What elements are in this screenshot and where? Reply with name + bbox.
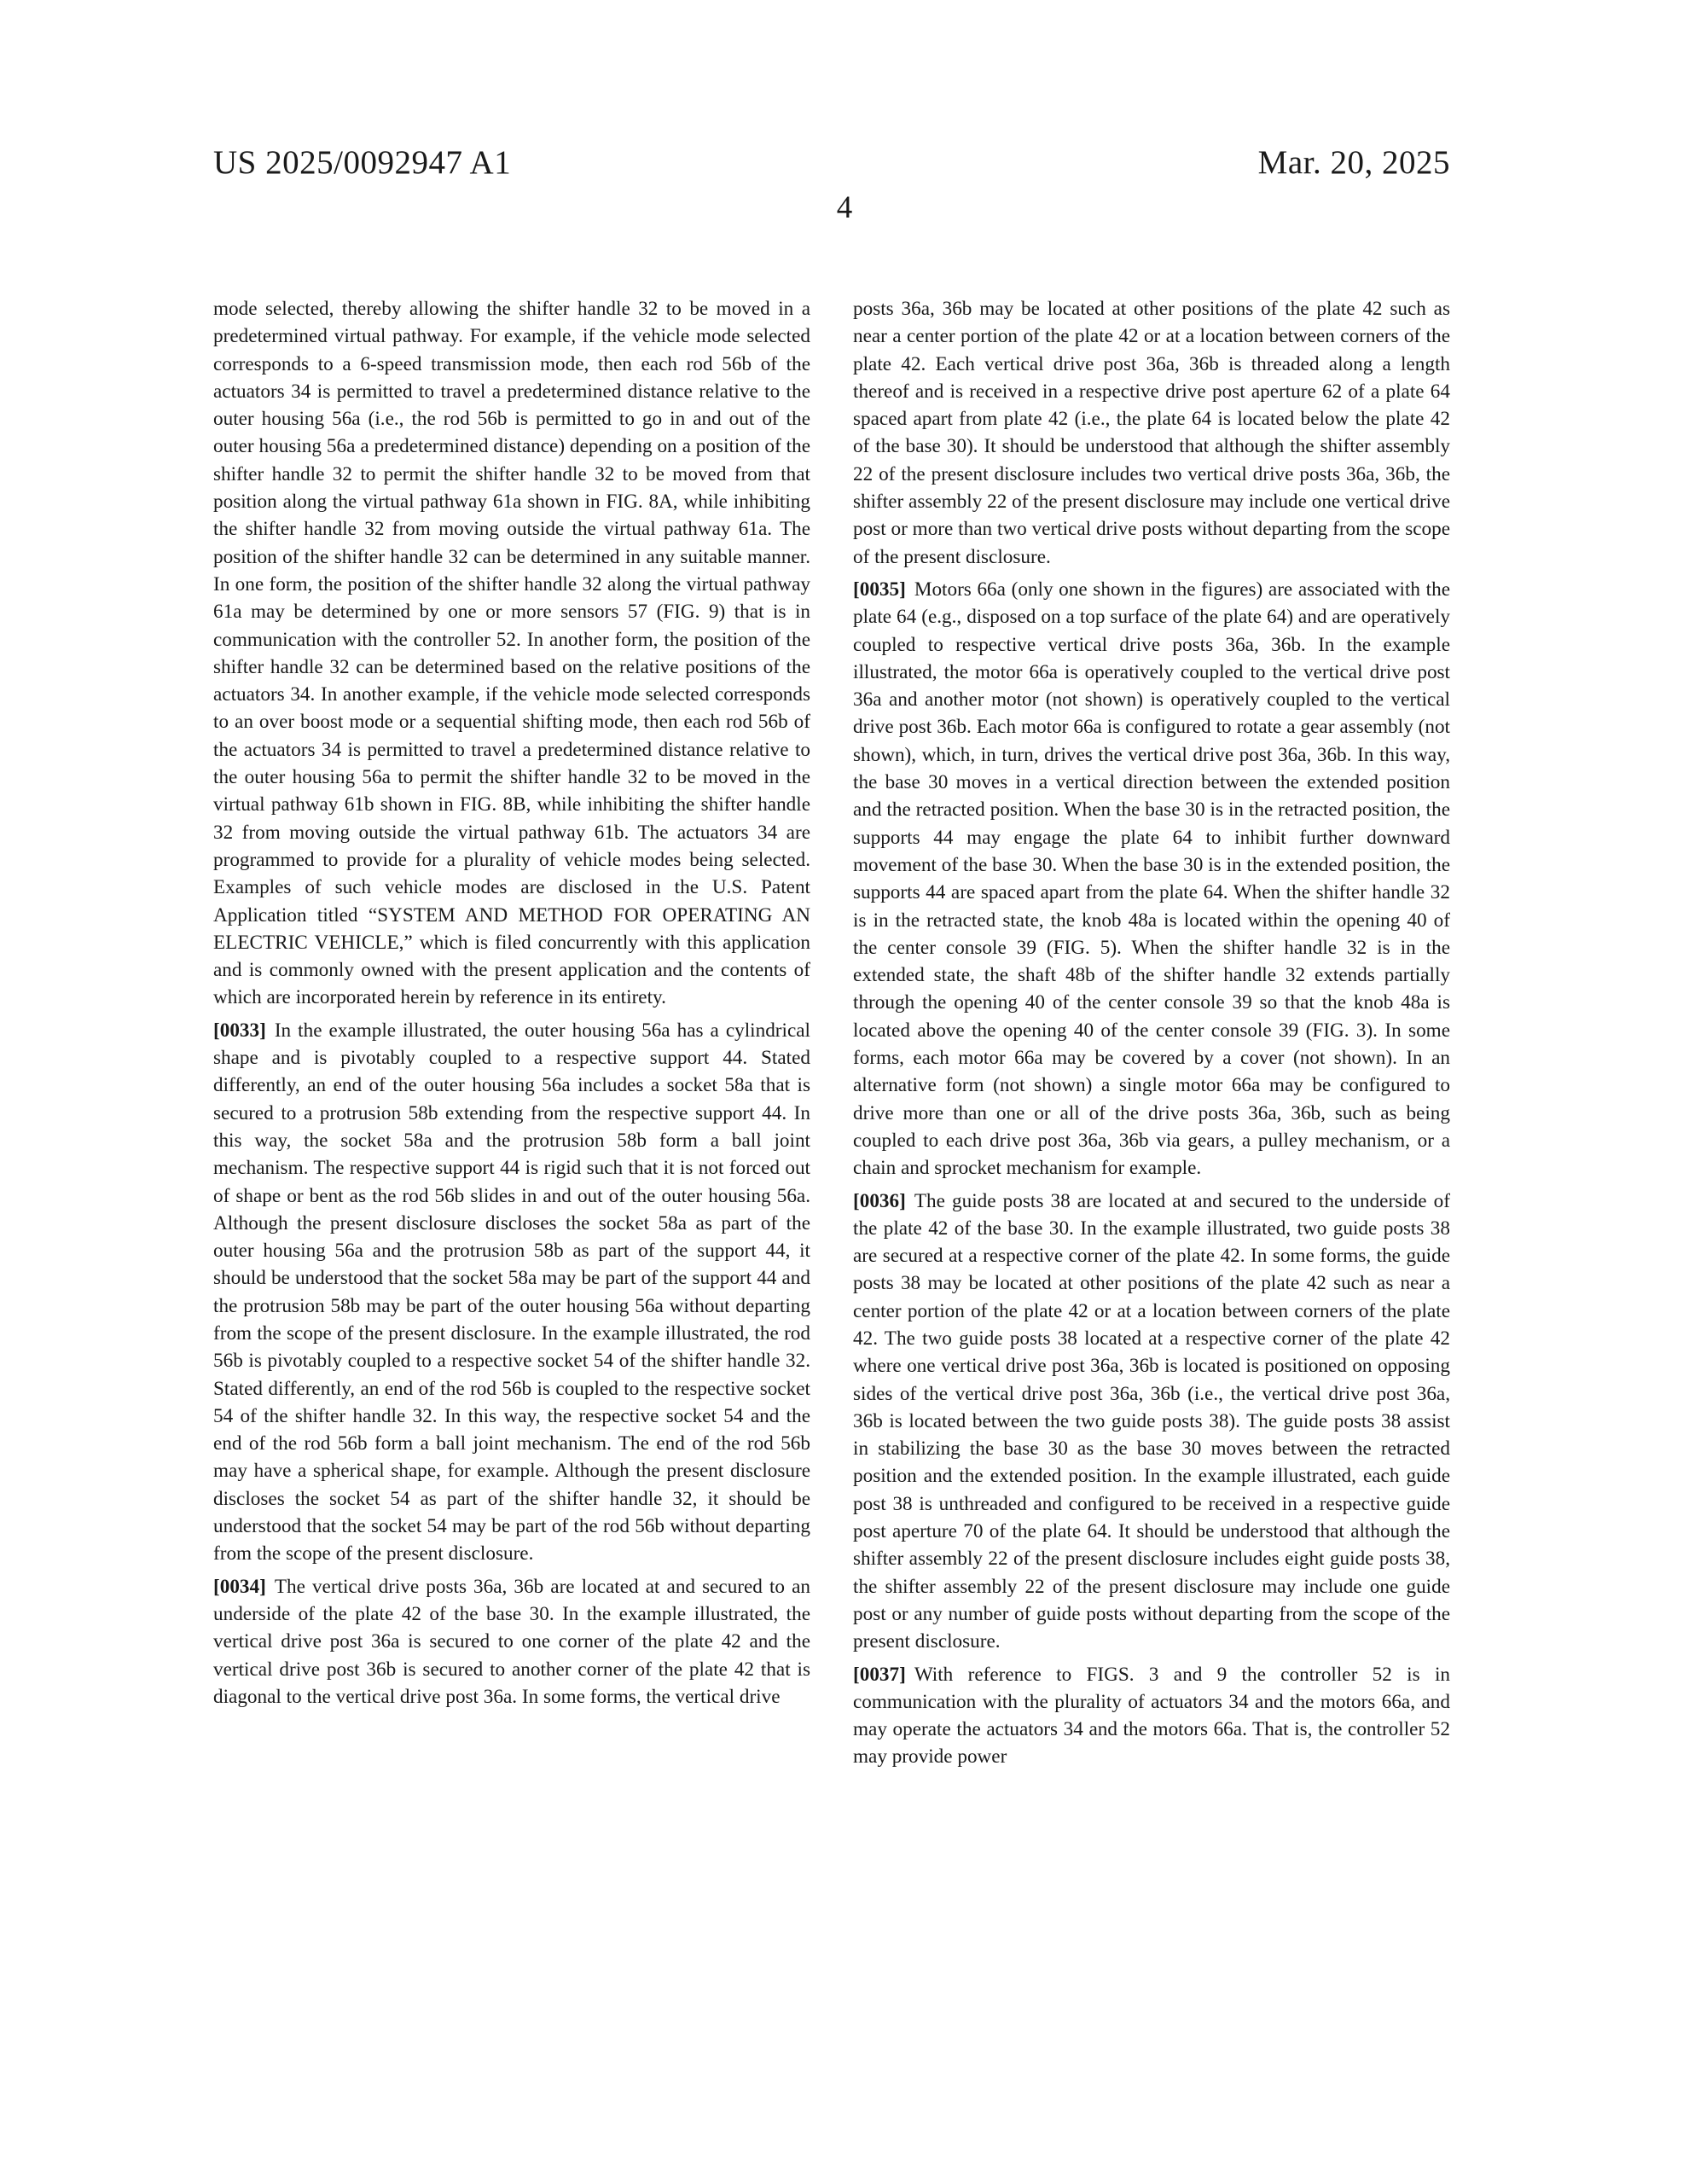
paragraph-number: [0035] xyxy=(853,578,906,601)
paragraph-0037 xyxy=(853,1661,1450,1771)
paragraph-text: The vertical drive posts 36a, 36b are located at and secured to an underside of the plate 42 of the base 30. In the example illustrated, the vertical drive post 36a is secured to one corner of the plate 42 and the vertical drive post 36b is secured to another corner of the plate 42 that is diagonal to the vertical drive post 36a. In some forms, the vertical drive xyxy=(213,1575,810,1708)
paragraph-text: posts 36a, 36b may be located at other positions of the plate 42 such as near a center portion of the plate 42 or at a location between corners of the plate 42. Each vertical drive post 36a, 36b is threaded along a length thereof and is received in a respective drive post aperture 62 of a plate 64 spaced apart from plate 42 (i.e., the plate 64 is located below the plate 42 of the base 30). It should be understood that although the shifter assembly 22 of the present disclosure includes two vertical drive posts 36a, 36b, the shifter assembly 22 of the present disclosure may include one vertical drive post or more than two vertical drive posts without departing from the scope of the present disclosure. xyxy=(853,298,1450,568)
paragraph-0034 xyxy=(213,1573,810,1711)
paragraph-continued xyxy=(853,295,1450,571)
paragraph-number: [0034] xyxy=(213,1575,266,1598)
paragraph-number: [0036] xyxy=(853,1189,906,1212)
publication-date: Mar. 20, 2025 xyxy=(1257,144,1450,181)
paragraph-continued xyxy=(213,295,810,1012)
paragraph-number: [0037] xyxy=(853,1663,906,1686)
paragraph-0036 xyxy=(853,1188,1450,1656)
paragraph-0033 xyxy=(213,1017,810,1568)
paragraph-number: [0033] xyxy=(213,1019,266,1042)
paragraph-text: With reference to FIGS. 3 and 9 the controller 52 is in communication with the plurality of actuators 34 and the motors 66a, and may operate the actuators 34 and the motors 66a. That is, the controller 52 may provide power xyxy=(853,1663,1450,1769)
publication-number: US 2025/0092947 A1 xyxy=(213,144,512,181)
paragraph-text: Motors 66a (only one shown in the figures) are associated with the plate 64 (e.g., disposed on a top surface of the plate 64) and are operatively coupled to respective vertical drive posts 36a, 36b. In the example illustrated, the motor 66a is operatively coupled to the vertical drive post 36a and another motor (not shown) is operatively coupled to the vertical drive post 36b. Each motor 66a is configured to rotate a gear assembly (not shown), which, in turn, drives the vertical drive post 36a, 36b. In this way, the base 30 moves in a vertical direction between the extended position and the retracted position. When the base 30 is in the retracted position, the supports 44 may engage the plate 64 to inhibit further downward movement of the base 30. When the base 30 is in the extended position, the supports 44 are spaced apart from the plate 64. When the shifter handle 32 is in the retracted state, the knob 48a is located within the opening 40 of the center console 39 (FIG. 5). When the shifter handle 32 is in the extended state, the shaft 48b of the shifter handle 32 extends partially through the opening 40 of the center console 39 so that the knob 48a is located above the opening 40 of the center console 39 (FIG. 3). In some forms, each motor 66a may be covered by a cover (not shown). In an alternative form (not shown) a single motor 66a may be configured to drive more than one or all of the drive posts 36a, 36b, such as being coupled to each drive post 36a, 36b via gears, a pulley mechanism, or a chain and sprocket mechanism for example. xyxy=(853,578,1450,1180)
paragraph-0035 xyxy=(853,576,1450,1182)
paragraph-text: The guide posts 38 are located at and secured to the underside of the plate 42 of the base 30. In the example illustrated, two guide posts 38 are secured at a respective corner of the plate 42. In some forms, the guide posts 38 may be located at other positions of the plate 42 such as near a center portion of the plate 42 or at a location between corners of the plate 42. The two guide posts 38 located at a respective corner of the plate 42 where one vertical drive post 36a, 36b is located is positioned on opposing sides of the vertical drive post 36a, 36b (i.e., the vertical drive post 36a, 36b is located between the two guide posts 38). The guide posts 38 assist in stabilizing the base 30 as the base 30 moves between the retracted position and the extended position. In the example illustrated, each guide post 38 is unthreaded and configured to be received in a respective guide post aperture 70 of the plate 64. It should be understood that although the shifter assembly 22 of the present disclosure includes eight guide posts 38, the shifter assembly 22 of the present disclosure may include one guide post or any number of guide posts without departing from the scope of the present disclosure. xyxy=(853,1189,1450,1653)
paragraph-text: In the example illustrated, the outer housing 56a has a cylindrical shape and is pivotably coupled to a respective support 44. Stated differently, an end of the outer housing 56a includes a socket 58a that is secured to a protrusion 58b extending from the respective support 44. In this way, the socket 58a and the protrusion 58b form a ball joint mechanism. The respective support 44 is rigid such that it is not forced out of shape or bent as the rod 56b slides in and out of the outer housing 56a. Although the present disclosure discloses the socket 58a as part of the outer housing 56a and the protrusion 58b as part of the support 44, it should be understood that the socket 58a may be part of the support 44 and the protrusion 58b may be part of the outer housing 56a without departing from the scope of the present disclosure. In the example illustrated, the rod 56b is pivotably coupled to a respective socket 54 of the shifter handle 32. Stated differently, an end of the rod 56b is coupled to the respective socket 54 of the shifter handle 32. In this way, the respective socket 54 and the end of the rod 56b form a ball joint mechanism. The end of the rod 56b may have a spherical shape, for example. Although the present disclosure discloses the socket 54 as part of the shifter handle 32, it should be understood that the socket 54 may be part of the rod 56b without departing from the scope of the present disclosure. xyxy=(213,1019,810,1565)
left-column xyxy=(213,295,810,1716)
page-number: 4 xyxy=(836,190,853,225)
paragraph-text: mode selected, thereby allowing the shifter handle 32 to be moved in a predetermined virtual pathway. For example, if the vehicle mode selected corresponds to a 6-speed transmission mode, then each rod 56b of the actuators 34 is permitted to travel a predetermined distance relative to the outer housing 56a (i.e., the rod 56b is permitted to go in and out of the outer housing 56a a predetermined distance) depending on a position of the shifter handle 32 to permit the shifter handle 32 to be moved from that position along the virtual pathway 61a shown in FIG. 8A, while inhibiting the shifter handle 32 from moving outside the virtual pathway 61a. The position of the shifter handle 32 can be determined in any suitable manner. In one form, the position of the shifter handle 32 along the virtual pathway 61a may be determined by one or more sensors 57 (FIG. 9) that is in communication with the controller 52. In another form, the position of the shifter handle 32 can be determined based on the relative positions of the actuators 34. In another example, if the vehicle mode selected corresponds to an over boost mode or a sequential shifting mode, then each rod 56b of the actuators 34 is permitted to travel a predetermined distance relative to the outer housing 56a to permit the shifter handle 32 to be moved in the virtual pathway 61b shown in FIG. 8B, while inhibiting the shifter handle 32 from moving outside the virtual pathway 61b. The actuators 34 are programmed to provide for a plurality of vehicle modes being selected. Examples of such vehicle modes are disclosed in the U.S. Patent Application titled “SYSTEM AND METHOD FOR OPERATING AN ELECTRIC VEHICLE,” which is filed concurrently with this application and is commonly owned with the present application and the contents of which are incorporated herein by reference in its entirety. xyxy=(213,298,810,1009)
right-column xyxy=(853,295,1450,1776)
